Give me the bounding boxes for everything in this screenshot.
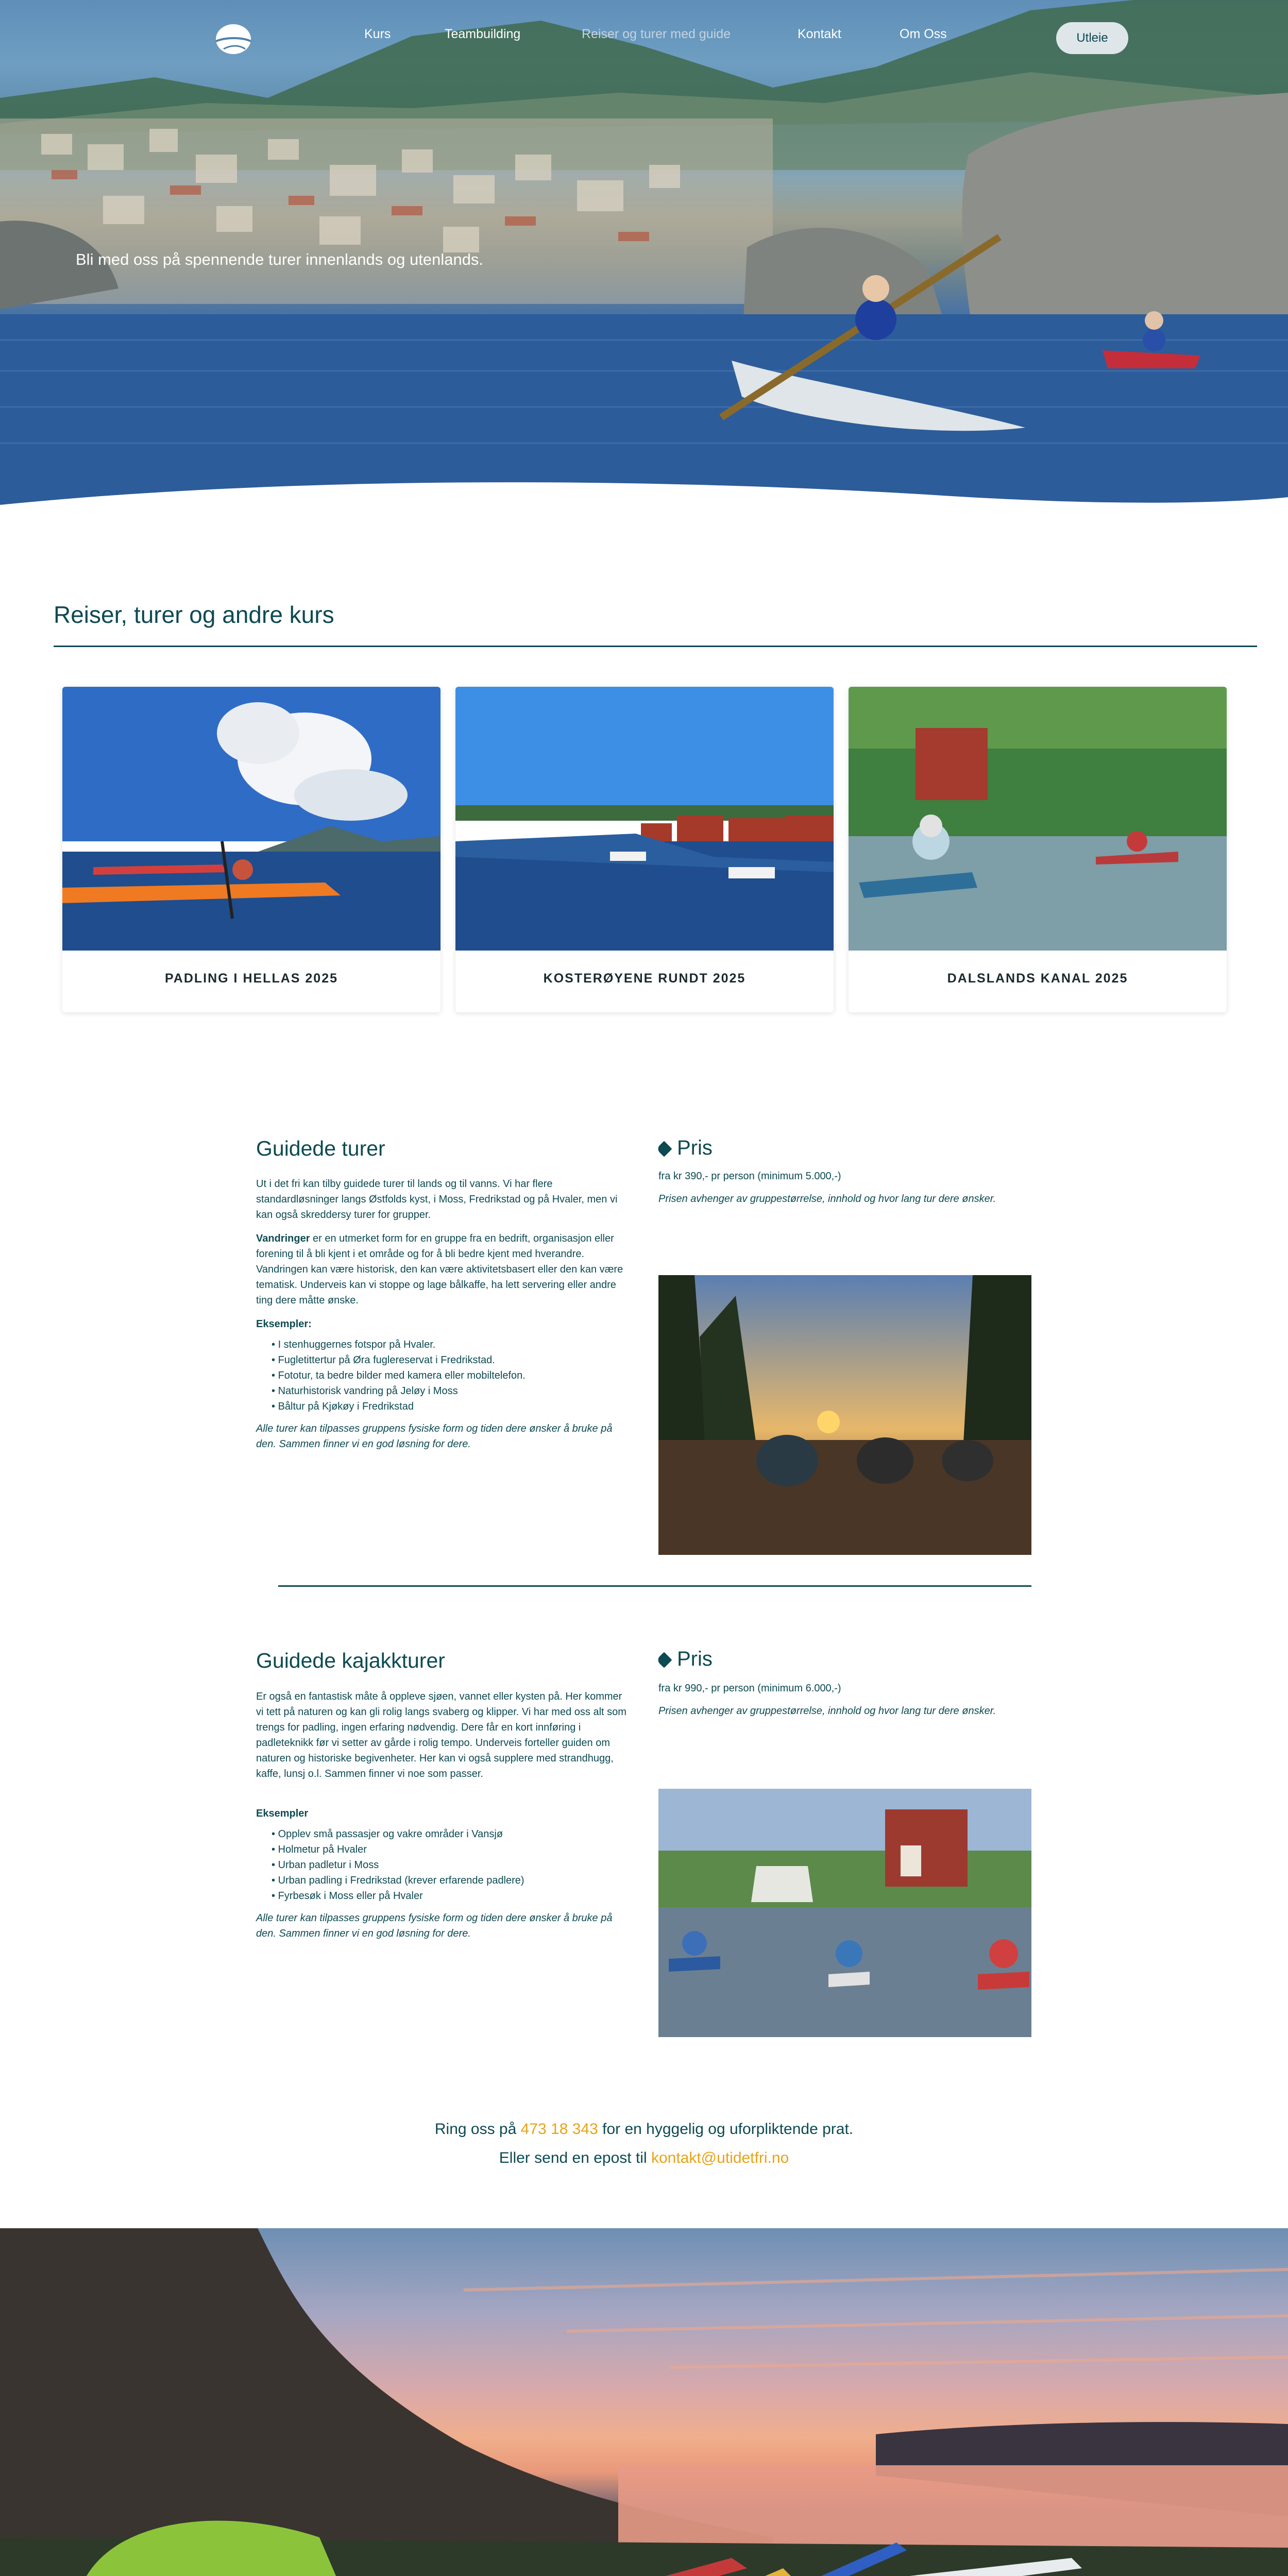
examples-label: Eksempler: [256,1318,312,1330]
trip-card-kosteroyene[interactable] [455,687,834,1012]
kayak-tours-title: Guidede kajakkturer [256,1649,445,1672]
list-item: • Opplev små passasjer og vakre områder i Vansjø [272,1826,632,1842]
list-item: • Holmetur på Hvaler [272,1842,632,1857]
section-divider [54,646,1257,647]
price-heading: Pris [658,1648,713,1671]
guided-tours-title: Guidede turer [256,1137,385,1160]
list-item: • Naturhistorisk vandring på Jeløy i Moss [272,1383,632,1399]
nav-link-kurs[interactable]: Kurs [364,27,391,41]
list-item: • Urban padling i Fredrikstad (krever erfarende padlere) [272,1873,632,1888]
section-divider [278,1585,1031,1587]
guided-tours-note: Alle turer kan tilpasses gruppens fysiske form og tiden dere ønsker å bruke på den. Sammen finner vi en god løsning for dere. [256,1423,613,1450]
price-note: Prisen avhenger av gruppestørrelse, innhold og hvor lang tur dere ønsker. [658,1193,996,1205]
guided-tours-intro: Ut i det fri kan tilby guidede turer til lands og til vanns. Vi har flere standardløsninger langs Østfolds kyst, i Moss, Fredrikstad og på Hvaler, men vi kan også skreddersy turer for grupper. [256,1178,618,1221]
nav-link-om-oss[interactable]: Om Oss [900,27,947,41]
examples-label: Eksempler [256,1808,309,1819]
hero-banner [0,0,1288,520]
trip-card-image [455,687,834,951]
trip-card-hellas[interactable] [62,687,440,1012]
price-note: Prisen avhenger av gruppestørrelse, innhold og hvor lang tur dere ønsker. [658,1705,996,1717]
trip-card-image [62,687,440,951]
kayak-tours-note: Alle turer kan tilpasses gruppens fysiske form og tiden dere ønsker å bruke på den. Sammen finner vi en god løsning for dere. [256,1912,613,1939]
contact-cta-phone: Ring oss på 473 18 343 for en hyggelig og uforpliktende prat. [434,2121,854,2138]
trip-card-dalsland[interactable] [849,687,1227,1012]
trip-card-title: DALSLANDS KANAL 2025 [947,971,1128,986]
price-heading: Pris [658,1137,713,1160]
price-tag-icon [656,1141,672,1157]
list-item: • Fototur, ta bedre bilder med kamera eller mobiltelefon. [272,1368,632,1383]
trip-card-title: PADLING I HELLAS 2025 [164,971,338,986]
list-item: • Båltur på Kjøkøy i Fredrikstad [272,1399,632,1414]
list-item: • Urban padletur i Moss [272,1857,632,1873]
sunset-banner [0,2228,1288,2576]
price-text: fra kr 390,- pr person (minimum 5.000,-) [658,1171,841,1182]
list-item: • I stenhuggernes fotspor på Hvaler. [272,1337,632,1352]
contact-cta-email: Eller send en epost til kontakt@utidetfri.no [499,2149,789,2166]
nav-link-teambuilding[interactable]: Teambuilding [445,27,521,41]
trip-card-title: KOSTERØYENE RUNDT 2025 [543,971,746,986]
top-navigation [0,15,1288,57]
section-title: Reiser, turer og andre kurs [54,601,334,628]
kayak-examples-list [272,1826,632,1904]
utleie-button[interactable]: Utleie [1056,22,1128,54]
trip-card-image [849,687,1227,951]
nav-link-reiser[interactable]: Reiser og turer med guide [582,27,731,41]
vandringer-text: er en utmerket form for en gruppe fra en bedrift, organisasjon eller forening til å bli kjent i et område og for å bli bedre kjent med hverandre. Vandringen kan være historisk, den kan være aktivitetsbasert eller den kan være tematisk. Underveis kan vi stoppe og lage bålkaffe, ha lett servering eller andre ting dere måtte ønske. [256,1233,623,1306]
price-tag-icon [656,1652,672,1668]
campfire-photo [658,1275,1031,1555]
guided-tours-vandringer [256,1231,632,1308]
hero-wave-divider [0,474,1288,520]
guided-examples-list [272,1337,632,1414]
phone-link[interactable]: 473 18 343 [520,2121,598,2138]
site-logo[interactable] [213,21,253,55]
list-item: • Fugletittertur på Øra fuglereservat i Fredrikstad. [272,1352,632,1368]
vandringer-label: Vandringer [256,1233,310,1244]
nav-link-kontakt[interactable]: Kontakt [798,27,841,41]
list-item: • Fyrbesøk i Moss eller på Hvaler [272,1888,632,1904]
hero-tagline: Bli med oss på spennende turer innenlands og utenlands. [76,250,484,268]
kayak-group-photo [658,1789,1031,2037]
price-text: fra kr 990,- pr person (minimum 6.000,-) [658,1683,841,1694]
kayak-tours-intro: Er også en fantastisk måte å oppleve sjøen, vannet eller kysten på. Her kommer vi tett på naturen og kan gli rolig langs svaberg og klipper. Vi har med oss alt som trengs for padling, ingen erfaring nødvendig. Dere får en kort innføring i padleteknikk før vi setter av gårde i rolig tempo. Underveis forteller guiden om naturen og historiske begivenheter. Her kan vi også supplere med strandhugg, kaffe, lunsj o.l. Sammen finner vi noe som passer. [256,1691,626,1780]
email-link[interactable]: kontakt@utidetfri.no [651,2149,789,2166]
sunset-image [0,2228,1288,2576]
